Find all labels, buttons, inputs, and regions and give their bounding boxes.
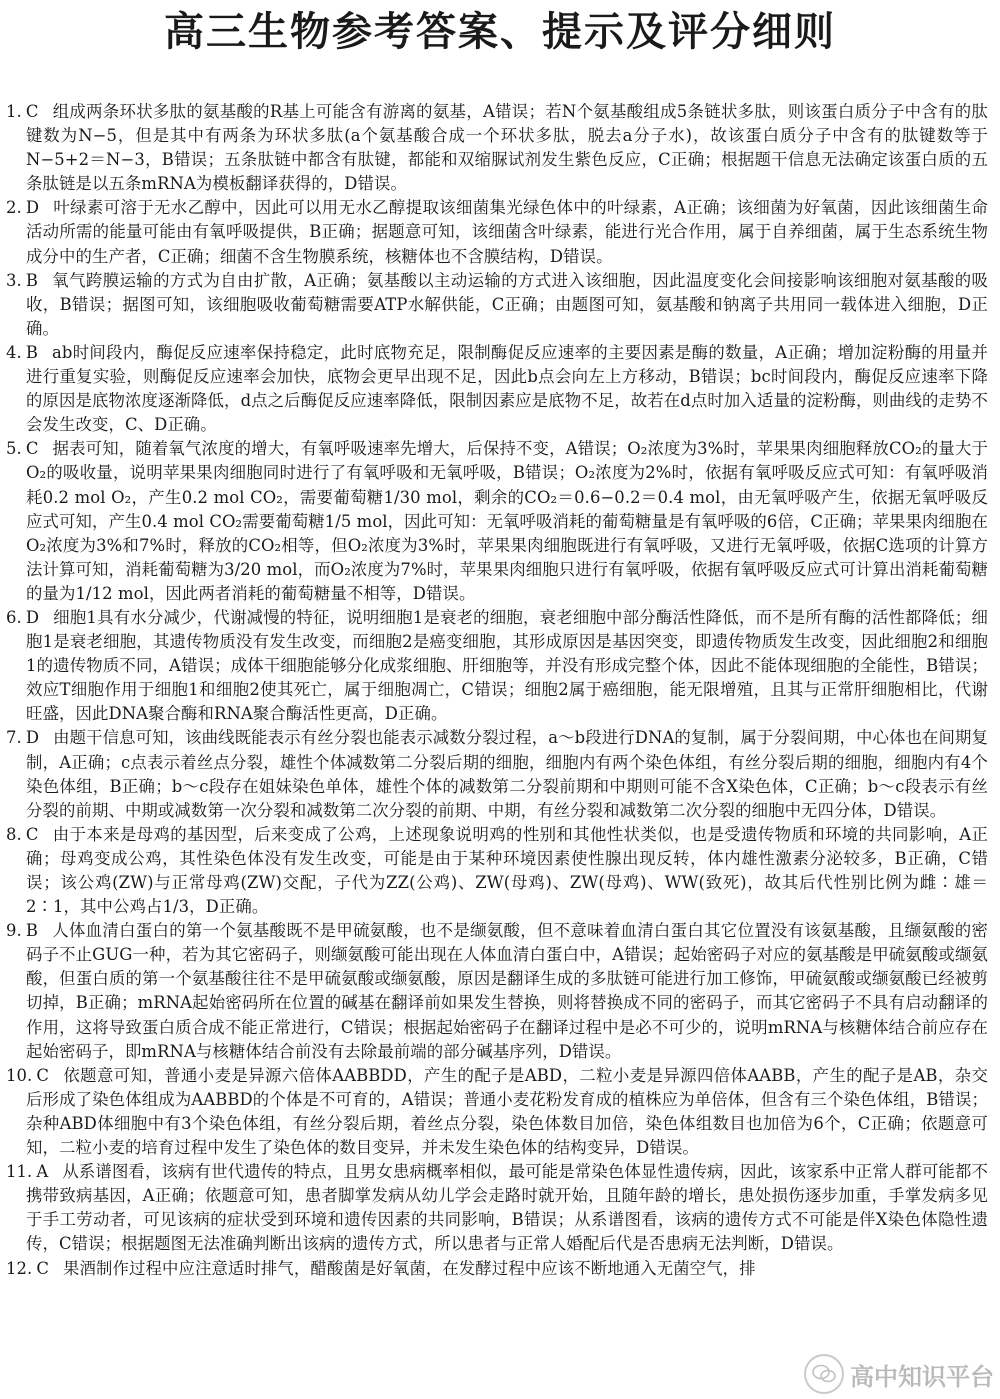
answer-number: 3. — [6, 270, 22, 290]
answer-item — [6, 919, 988, 1064]
answer-explanation: 果酒制作过程中应注意适时排气，醋酸菌是好氧菌，在发酵过程中应该不断地通入无菌空气，排 — [63, 1258, 756, 1278]
answer-number: 6. — [6, 607, 22, 627]
answer-explanation: 细胞1具有水分减少，代谢减慢的特征，说明细胞1是衰老的细胞，衰老细胞中部分酶活性降低，而不是所有酶的活性都降低；细胞1是衰老细胞，其遗传物质没有发生改变，而细胞2是癌变细胞，其形成原因是基因突变，即遗传物质发生改变，因此细胞2和细胞1的遗传物质不同，A错误；成体干细胞能够分化成浆细胞、肝细胞等，并没有形成完整个体，因此不能体现细胞的全能性，B错误；效应T细胞作用于细胞1和细胞2使其死亡，属于细胞凋亡，C错误；细胞2属于癌细胞，能无限增殖，且其与正常肝细胞相比，代谢旺盛，因此DNA聚合酶和RNA聚合酶活性更高，D正确。 — [26, 607, 988, 724]
answer-number: 9. — [6, 921, 22, 941]
answer-item — [6, 823, 988, 919]
answer-item — [6, 196, 988, 268]
answer-key: C — [36, 1258, 50, 1278]
answer-item — [6, 726, 988, 822]
answer-key: C — [25, 824, 39, 844]
answer-explanation: 依题意可知，普通小麦是异源六倍体AABBDD，产生的配子是ABD，二粒小麦是异源四倍体AABB，产生的配子是AB，杂交后形成了染色体组成为AABBD的个体是不可育的，A错误；普通小麦花粉发育成的植株应为单倍体，但含有三个染色体组，B错误；杂种ABD体细胞中有3个染色体组，有丝分裂后期，着丝点分裂，染色体数目加倍，染色体组数目也加倍为6个，C正确；依题意可知，二粒小麦的培育过程中发生了染色体的数目变异，并未发生染色体的结构变异，D错误。 — [26, 1065, 988, 1158]
answer-explanation: 由题干信息可知，该曲线既能表示有丝分裂也能表示减数分裂过程，a～b段进行DNA的复制，属于分裂间期，中心体也在间期复制，A正确；c点表示着丝点分裂，雄性个体减数第二分裂后期的细胞，细胞内有两个染色体组，有丝分裂后期的细胞，细胞内有4个染色体组，B正确；b～c段存在姐妹染色单体，雄性个体的减数第二分裂前期和中期则可能不含X染色体，C正确；b～c段表示有丝分裂的前期、中期或减数第一次分裂和减数第二次分裂的前期、中期，有丝分裂和减数第二次分裂的细胞中无四分体，D错误。 — [26, 728, 988, 820]
answer-number: 2. — [6, 198, 22, 218]
answer-key: C — [36, 1065, 50, 1085]
answer-item — [6, 1064, 988, 1160]
page-title: 高三生物参考答案、提示及评分细则 — [164, 9, 836, 55]
answer-key: D — [25, 607, 40, 627]
answer-key: C — [25, 439, 39, 459]
watermark-text: 高中知识平台 — [850, 1362, 994, 1391]
answer-explanation: 从系谱图看，该病有世代遗传的特点，且男女患病概率相似，最可能是常染色体显性遗传病，因此，该家系中正常人群可能都不携带致病基因，A正确；依题意可知，患者脚掌发病从幼儿学会走路时就开始，且随年龄的增长，患处损伤逐步加重，手掌发病多见于手工劳动者，可见该病的症状受到环境和遗传因素的共同影响，B错误；从系谱图看，该病的遗传方式不可能是伴X染色体隐性遗传，C错误；根据题图无法准确判断出该病的遗传方式，所以患者与正常人婚配后代是否患病无法判断，D错误。 — [26, 1162, 988, 1254]
answer-explanation: 由于本来是母鸡的基因型，后来变成了公鸡，上述现象说明鸡的性别和其他性状类似，也是受遗传物质和环境的共同影响，A正确；母鸡变成公鸡，其性染色体没有发生改变，可能是由于某种环境因素使性腺出现反转，体内雄性激素分泌较多，B正确，C错误；该公鸡(ZW)与正常母鸡(ZW)交配，子代为ZZ(公鸡)、ZW(母鸡)、ZW(母鸡)、WW(致死)，故其后代性别比例为雌∶雄＝2∶1，其中公鸡占1/3，D正确。 — [26, 824, 988, 917]
answer-key: A — [36, 1162, 49, 1182]
answer-explanation: 组成两条环状多肽的氨基酸的R基上可能含有游离的氨基，A错误；若N个氨基酸组成5条链状多肽，则该蛋白质分子中含有的肽键数为N−5，但是其中有两条为环状多肽(a个氨基酸合成一个环状多肽，脱去a分子水)，故该蛋白质分子中含有的肽键数等于N−5+2＝N−3，B错误；五条肽链中都含有肽键，都能和双缩脲试剂发生紫色反应，C正确；根据题干信息无法确定该蛋白质的五条肽链是以五条mRNA为模板翻译获得的，D错误。 — [26, 102, 988, 194]
answer-number: 7. — [6, 728, 22, 748]
answer-number: 12. — [6, 1258, 33, 1278]
answer-explanation: 氧气跨膜运输的方式为自由扩散，A正确；氨基酸以主动运输的方式进入该细胞，因此温度变化会间接影响该细胞对氨基酸的吸收，B错误；据图可知，该细胞吸收葡萄糖需要ATP水解供能，C正确；由题图可知，氨基酸和钠离子共用同一载体进入细胞，D正确。 — [26, 270, 988, 338]
answer-key: D — [25, 728, 40, 748]
answer-key: C — [25, 102, 39, 121]
watermark — [784, 1351, 994, 1397]
answer-explanation: ab时间段内，酶促反应速率保持稳定，此时底物充足，限制酶促反应速率的主要因素是酶的数量，A正确；增加淀粉酶的用量并进行重复实验，则酶促反应速率会加快，底物会更早出现不足，因此b点会向左上方移动，B错误；bc时间段内，酶促反应速率下降的原因是底物浓度逐渐降低，d点之后酶促反应速率降低，限制因素应是底物不足，故若在d点时加入适量的淀粉酶，则曲线的走势不会发生改变，C、D正确。 — [26, 342, 988, 435]
answer-item — [6, 1160, 988, 1256]
answer-key: B — [25, 921, 38, 941]
answer-item — [6, 606, 988, 726]
answer-item — [6, 437, 988, 606]
answer-number: 8. — [6, 824, 22, 844]
answer-list — [0, 100, 1000, 1281]
answer-key: B — [25, 270, 38, 290]
answer-number: 10. — [6, 1065, 33, 1085]
answer-item — [6, 341, 988, 437]
answer-number: 5. — [6, 439, 22, 459]
answer-key: B — [25, 342, 38, 362]
answer-item — [6, 269, 988, 341]
answer-key: D — [25, 198, 40, 218]
wechat-logo-icon — [804, 1354, 844, 1394]
answer-item — [6, 100, 988, 196]
answer-number: 4. — [6, 342, 22, 362]
answer-number: 11. — [6, 1162, 33, 1182]
answer-explanation: 人体血清白蛋白的第一个氨基酸既不是甲硫氨酸，也不是缬氨酸，但不意味着血清白蛋白其它位置没有该氨基酸，且缬氨酸的密码子不止GUG一种，若为其它密码子，则缬氨酸可能出现在人体血清白蛋白中，A错误；起始密码子对应的氨基酸是甲硫氨酸或缬氨酸，但蛋白质的第一个氨基酸往往不是甲硫氨酸或缬氨酸，原因是翻译生成的多肽链可能进行加工修饰，甲硫氨酸或缬氨酸已经被剪切掉，B正确；mRNA起始密码所在位置的碱基在翻译前如果发生替换，则将替换成不同的密码子，而其它密码子不具有启动翻译的作用，这将导致蛋白质合成不能正常进行，C错误；根据起始密码子在翻译过程中是必不可少的，说明mRNA与核糖体结合前应存在起始密码子，即mRNA与核糖体结合前没有去除最前端的部分碱基序列，D错误。 — [26, 921, 988, 1061]
answer-explanation: 叶绿素可溶于无水乙醇中，因此可以用无水乙醇提取该细菌集光绿色体中的叶绿素，A正确；该细菌为好氧菌，因此该细菌生命活动所需的能量可能由有氧呼吸提供，B正确；据题意可知，该细菌含叶绿素，能进行光合作用，属于自养细菌，属于生态系统生物成分中的生产者，C正确；细菌不含生物膜系统，核糖体也不含膜结构，D错误。 — [26, 198, 988, 266]
answer-number: 1. — [6, 102, 22, 121]
answer-item — [6, 1257, 988, 1281]
answer-explanation: 据表可知，随着氧气浓度的增大，有氧呼吸速率先增大，后保持不变，A错误；O₂浓度为3%时，苹果果肉细胞释放CO₂的量大于O₂的吸收量，说明苹果果肉细胞同时进行了有氧呼吸和无氧呼吸，B错误；O₂浓度为2%时，依据有氧呼吸反应式可知：有氧呼吸消耗0.2 mol O₂，产生0.2 mol CO₂，需要葡萄糖1/30 mol，剩余的CO₂＝0.6−0.2＝0.4 mol，由无氧呼吸产生，依据无氧呼吸反应式可知，产生0.4 mol CO₂需要葡萄糖1/5 mol，因此可知：无氧呼吸消耗的葡萄糖量是有氧呼吸的6倍，C正确；苹果果肉细胞在O₂浓度为3%和7%时，释放的CO₂相等，但O₂浓度为3%时，苹果果肉细胞既进行有氧呼吸，又进行无氧呼吸，依据C选项的计算方法计算可知，消耗葡萄糖为3/20 mol，而O₂浓度为7%时，苹果果肉细胞只进行有氧呼吸，依据有氧呼吸反应式可计算出消耗葡萄糖的量为1/12 mol，因此两者消耗的葡萄糖量不相等，D错误。 — [26, 439, 988, 603]
